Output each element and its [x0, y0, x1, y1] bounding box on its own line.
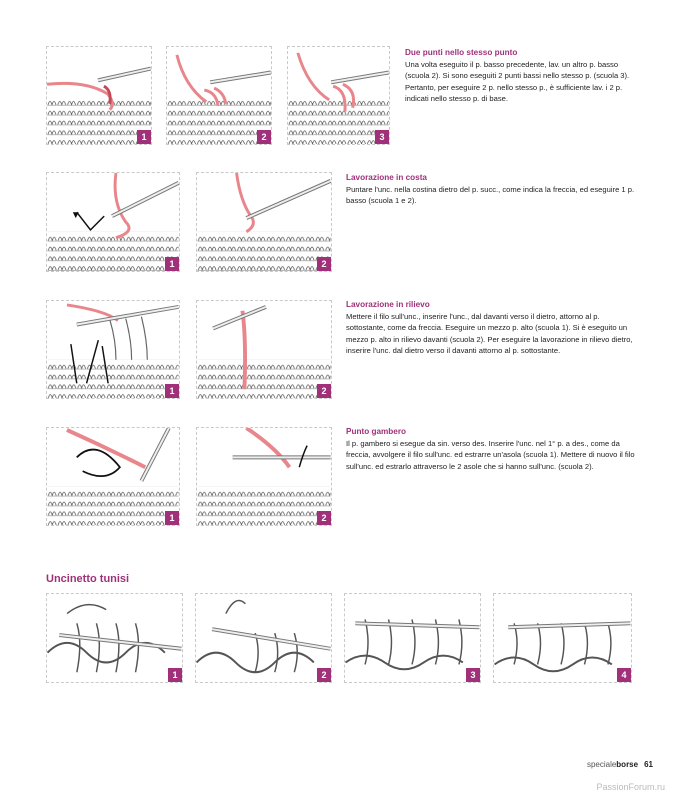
tunisi-title: Uncinetto tunisi	[46, 573, 130, 585]
section-title: Punto gambero	[346, 427, 407, 436]
section-title: Lavorazione in costa	[346, 173, 427, 182]
section-gambero	[346, 427, 636, 472]
step-badge: 1	[168, 668, 182, 682]
step-badge: 1	[137, 130, 151, 144]
step-badge: 4	[617, 668, 631, 682]
illustration-tunisi-3	[344, 593, 481, 683]
watermark: PassionForum.ru	[596, 782, 665, 792]
illustration-two-stitches-3	[287, 46, 390, 145]
brand-light: speciale	[586, 760, 617, 769]
illustration-gambero-2	[196, 427, 332, 526]
step-badge: 2	[317, 668, 331, 682]
section-due-punti	[405, 48, 635, 105]
section-body: Mettere il filo sull'unc., inserire l'unc., dal davanti verso il dietro, attorno al p. sottostante, come da freccia. Eseguire un mezzo p. alto (scuola 1). Si è eseguito un mezzo p. alto in rilievo davanti (scuola 2). Per eseguire la lavorazione in rilievo dietro, inserire l'unc. dal dietro verso il davanti attorno al p. sottostante.	[346, 312, 633, 356]
illustration-tunisi-1	[46, 593, 183, 683]
section-body: Una volta eseguito il p. basso precedente, lav. un altro p. basso (scuola 2). Si sono eseguiti 2 punti bassi nello stesso p. (scuola 3). Pertanto, per eseguire 2 p. nello stesso p., è sufficiente lav. i 2 p. indicati nello stesso p. di base.	[405, 60, 630, 104]
illustration-costa-1	[46, 172, 180, 272]
step-badge: 1	[165, 511, 179, 525]
step-badge: 2	[317, 384, 331, 398]
section-body: Puntare l'unc. nella costina dietro del p. succ., come indica la freccia, ed eseguire 1 p. basso (scuola 1 e 2).	[346, 185, 635, 206]
brand-bold: borse	[616, 760, 639, 769]
page-footer	[587, 760, 653, 769]
section-rilievo	[346, 300, 636, 357]
illustration-tunisi-2	[195, 593, 332, 683]
step-badge: 2	[317, 511, 331, 525]
illustration-two-stitches-2	[166, 46, 272, 145]
step-badge: 1	[165, 257, 179, 271]
illustration-tunisi-4	[493, 593, 632, 683]
section-body: Il p. gambero si esegue da sin. verso des. Inserire l'unc. nel 1° p. a des., come da freccia, avvolgere il filo sull'unc. ed estrarre un'asola (scuola 1). Mettere di nuovo il filo sull'unc. ed estrarlo attraverso le 2 asole che si hanno sull'unc. (scuola 2).	[346, 439, 635, 471]
step-badge: 2	[317, 257, 331, 271]
illustration-gambero-1	[46, 427, 180, 526]
step-badge: 3	[375, 130, 389, 144]
illustration-costa-2	[196, 172, 332, 272]
step-badge: 2	[257, 130, 271, 144]
illustration-rilievo-2	[196, 300, 332, 399]
illustration-two-stitches-1	[46, 46, 152, 145]
section-title: Due punti nello stesso punto	[405, 48, 518, 57]
step-badge: 1	[165, 384, 179, 398]
page-number: 61	[644, 760, 653, 769]
section-title: Lavorazione in rilievo	[346, 300, 430, 309]
illustration-rilievo-1	[46, 300, 180, 399]
step-badge: 3	[466, 668, 480, 682]
section-costa	[346, 173, 636, 207]
